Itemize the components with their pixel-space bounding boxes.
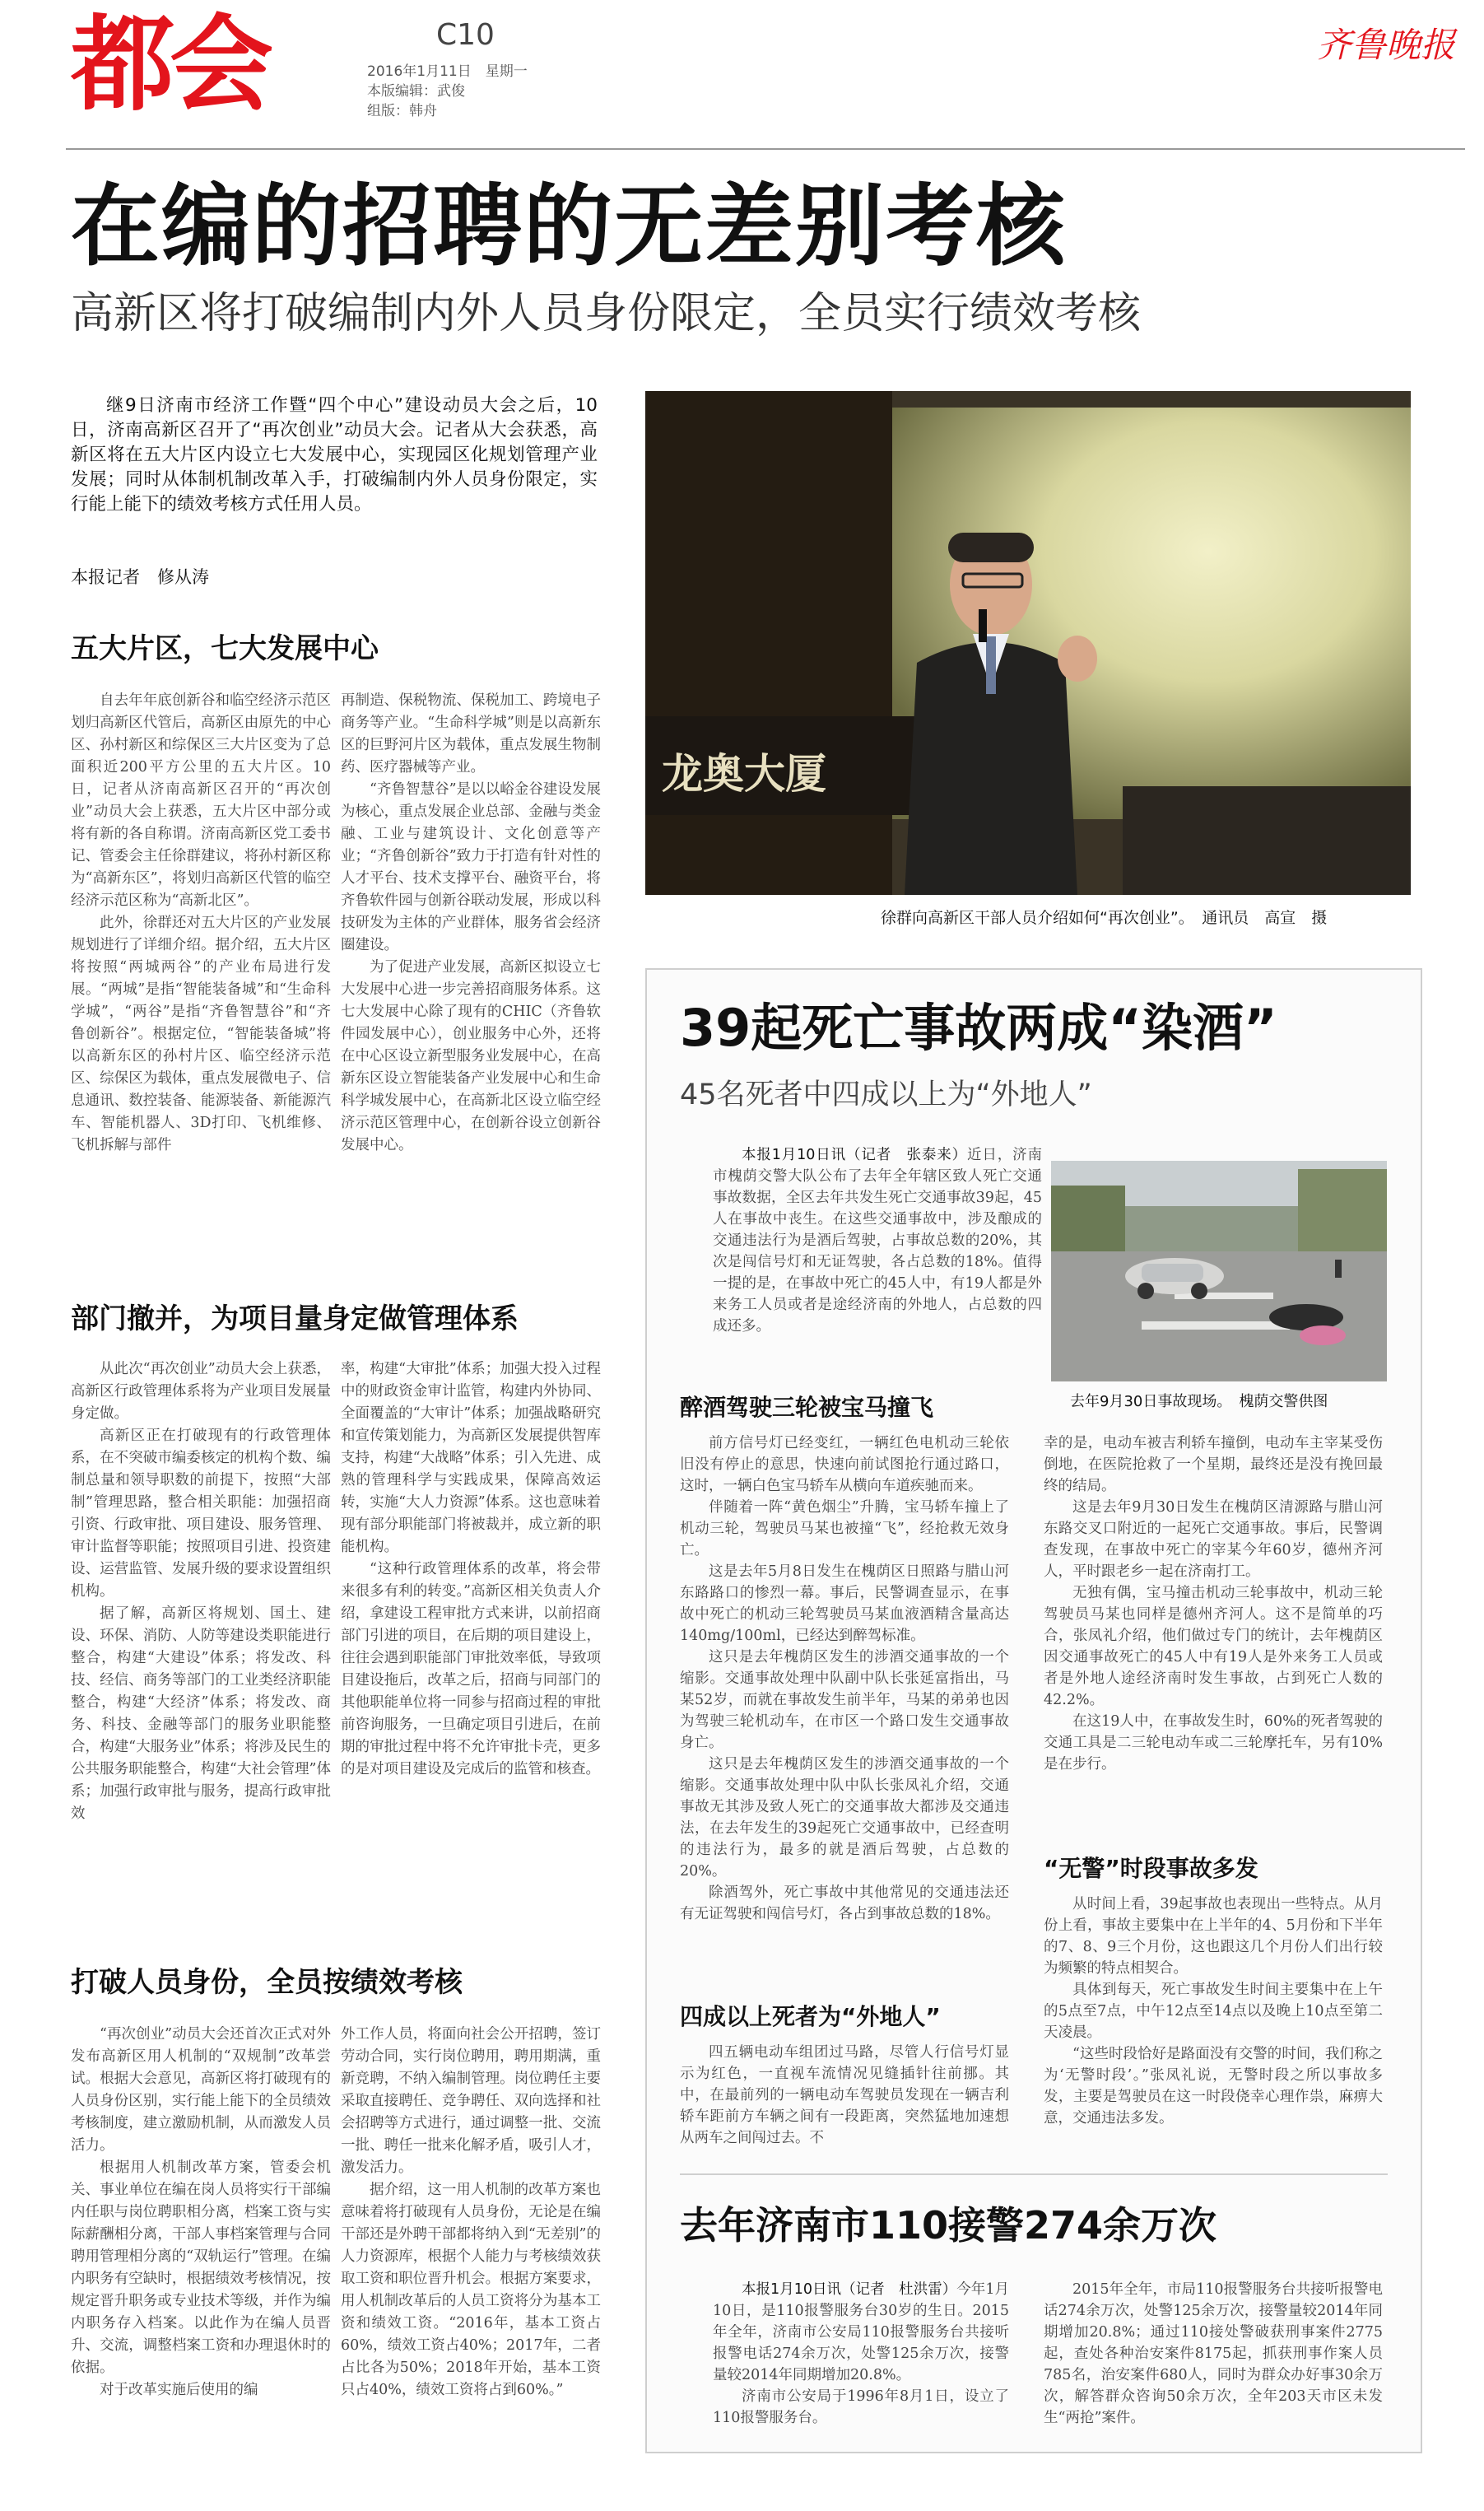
byline: 本报记者 修从涛 bbox=[71, 567, 209, 587]
box-headline-accidents: 39起死亡事故两成“染酒” bbox=[680, 998, 1277, 1058]
paragraph: 2015年全年，市局110报警服务台共接听报警电话274余万次，处警125余万次，接警量较2014年同期增加20.8%；通过110接处警破获刑事案件2775起，查处各种治安案件8175起，抓获刑事作案人员785名，治安案件680人，同时为群众办好事30余万次，解答群众咨询50余万次，全年203天市区未发生“两抢”案件。 bbox=[1044, 2281, 1383, 2426]
paragraph: 对于改革实施后使用的编 bbox=[100, 2382, 258, 2398]
dateline: 本报1月10日讯（记者 张泰来） bbox=[742, 1147, 968, 1163]
box-headline-110: 去年济南市110接警274余万次 bbox=[680, 2203, 1217, 2248]
layout-credit: 组版：韩舟 bbox=[367, 103, 437, 119]
paragraph: 外工作人员，将面向社会公开招聘，签订劳动合同，实行岗位聘用，聘用期满，重新竞聘，不纳入编制管理。岗位聘任主要采取直接聘任、竞争聘任、双向选择和社会招聘等方式进行，通过调整一批、交流一批、聘任一批来化解矛盾，吸引人才，激发活力。 bbox=[341, 2026, 601, 2176]
issue-date: 2016年1月11日 星期一 bbox=[367, 63, 528, 80]
outsiders-column bbox=[680, 2042, 1009, 2149]
lead-text: 今年1月10日，是110报警服务台30岁的生日。2015年全年，济南市公安局110报警服务台共接听报警电话274余万次，处警125余万次，接警量较2014年同期增加20.8%。 bbox=[713, 2281, 1009, 2383]
paragraph: 高新区正在打破现有的行政管理体系，在不突破市编委核定的机构个数、编制总量和领导职数的前提下，按照“大部制”管理思路，整合相关职能：加强招商引资、行政审批、项目建设、服务管理、审计监督等职能；按照项目引进、投资建设、运营监管、发展升级的要求设置组织机构。 bbox=[71, 1428, 331, 1600]
paragraph: 在这19人中，在事故发生时，60%的死者驾驶的交通工具是二三轮电动车或二三轮摩托车，另有10%是在步行。 bbox=[1044, 1713, 1383, 1773]
section-performance-column-2 bbox=[341, 2024, 601, 2402]
accident-photo bbox=[1051, 1161, 1387, 1381]
paragraph: 幸的是，电动车被吉利轿车撞倒，电动车主宰某受伤倒地，在医院抢救了一个星期，最终还是没有挽回最终的结局。 bbox=[1044, 1435, 1383, 1494]
outsiders-column-continued bbox=[1044, 1433, 1383, 1775]
accident-photo-caption: 去年9月30日事故现场。 槐荫交警供图 bbox=[1070, 1393, 1328, 1410]
paragraph: 据了解，高新区将规划、国土、建设、环保、消防、人防等建设类职能进行整合，构建“大建设”体系；将发改、科技、经信、商务等部门的工业类经济职能整合，构建“大经济”体系；将发改、商务、科技、金融等部门的服务业职能整合，构建“大服务业”体系；将涉及民生的公共服务职能整合，构建“大社会管理”体系；加强行政审批与服务，提高行政审批效 bbox=[71, 1605, 331, 1822]
paragraph: 这是去年9月30日发生在槐荫区清源路与腊山河东路交叉口附近的一起死亡交通事故。事后，民警调查发现，在事故中死亡的宰某今年60岁，德州齐河人，平时跟老乡一起在济南打工。 bbox=[1044, 1499, 1383, 1580]
subheading-outsiders: 四成以上死者为“外地人” bbox=[680, 2003, 941, 2030]
paragraph: “再次创业”动员大会还首次正式对外发布高新区用人机制的“双规制”改革尝试。根据大会意见，高新区将打破现有的人员身份区别，实行能上能下的全员绩效考核制度，建立激励机制，从而激发人员活力。 bbox=[71, 2026, 331, 2154]
paragraph: 具体到每天，死亡事故发生时间主要集中在上午的5点至7点，中午12点至14点以及晚上10点至第二天凌晨。 bbox=[1044, 1982, 1383, 2041]
section-performance-column-1 bbox=[71, 2024, 331, 2402]
paragraph: 除酒驾外，死亡事故中其他常见的交通违法还有无证驾驶和闯信号灯，各占到事故总数的18%。 bbox=[680, 1884, 1009, 1922]
paragraph: 这只是去年槐荫区发生的涉酒交通事故的一个缩影。交通事故处理中队中队长张凤礼介绍，交通事故无其涉及致人死亡的交通事故大都涉及交通违法，在去年发生的39起死亡交通事故中，已经查明的违法行为，最多的就是酒后驾驶，占总数的20%。 bbox=[680, 1756, 1009, 1880]
section-heading-five-areas: 五大片区，七大发展中心 bbox=[71, 632, 379, 665]
paragraph: “这种行政管理体系的改革，将会带来很多有利的转变。”高新区相关负责人介绍，拿建设工程审批方式来讲，以前招商部门引进的项目，在后期的项目建设上，往往会遇到职能部门审批效率低，导致项目建设拖后，改革之后，招商与同部门的其他职能单位将一同参与招商过程的审批前咨询服务，一旦确定项目引进后，在前期的审批过程中将不允许审批卡壳，更多的是对项目建设及完成后的监管和核查。 bbox=[341, 1561, 601, 1777]
paragraph: 从时间上看，39起事故也表现出一些特点。从月份上看，事故主要集中在上半年的4、5月份和下半年的7、8、9三个月份，这也跟这几个月份人们出行较为频繁的特点相契合。 bbox=[1044, 1896, 1383, 1977]
backdrop-text: 龙奥大厦 bbox=[662, 750, 826, 798]
lead-text: 近日，济南市槐荫交警大队公布了去年全年辖区致人死亡交通事故数据，全区去年共发生死亡交通事故39起，45人在事故中丧生。在这些交通事故中，涉及酿成的交通违法行为是酒后驾驶，占事故总数的20%，其次是闯信号灯和无证驾驶，各占总数的18%。值得一提的是，在事故中死亡的45人中，有19人都是外来务工人员或者是途经济南的外地人，占总数的四成还多。 bbox=[713, 1147, 1043, 1335]
speaker-photo-image bbox=[645, 391, 1411, 895]
paragraph: 从此次“再次创业”动员大会上获悉，高新区行政管理体系将为产业项目发展量身定做。 bbox=[71, 1361, 331, 1422]
section-five-areas-column-2 bbox=[341, 690, 601, 1157]
drunk-driving-column bbox=[680, 1433, 1009, 1925]
dateline: 本报1月10日讯（记者 杜洪雷） bbox=[742, 2281, 957, 2298]
paragraph: 据介绍，这一用人机制的改革方案也意味着将打破现有人员身份，无论是在编干部还是外聘干部都将纳入到“无差别”的人力资源库，根据个人能力与考核绩效获取工资和职位晋升机会。根据方案要求，用人机制改革后的人员工资将分为基本工资和绩效工资。“2016年，基本工资占60%，绩效工资占40%；2017年，二者占比各为50%；2018年开始，基本工资只占40%，绩效工资将占到60%。” bbox=[341, 2182, 601, 2398]
section-departments-column-1 bbox=[71, 1358, 331, 1825]
editor-credit: 本版编辑：武俊 bbox=[367, 83, 465, 100]
subheading-no-police-hours: “无警”时段事故多发 bbox=[1044, 1855, 1258, 1882]
section-heading-departments: 部门撤并，为项目量身定做管理体系 bbox=[71, 1302, 519, 1335]
newspaper-logo: 齐鲁晚报 bbox=[1317, 25, 1456, 65]
intro-paragraph: 继9日济南市经济工作暨“四个中心”建设动员大会之后，10日，济南高新区召开了“再次创业”动员大会。记者从大会获悉，高新区将在五大片区内设立七大发展中心，实现园区化规划管理产业发展；同时从体制机制改革入手，打破编制内外人员身份限定，实行能上能下的绩效考核方式任用人员。 bbox=[71, 395, 598, 515]
paragraph: 再制造、保税物流、保税加工、跨境电子商务等产业。“生命科学城”则是以高新东区的巨野河片区为载体，重点发展生物制药、医疗器械等产业。 bbox=[341, 692, 601, 776]
paragraph: 伴随着一阵“黄色烟尘”升腾，宝马轿车撞上了机动三轮，驾驶员马某也被撞“飞”，经抢救无效身亡。 bbox=[680, 1499, 1009, 1558]
paragraph: 率，构建“大审批”体系；加强大投入过程中的财政资金审计监管，构建内外协同、全面覆盖的“大审计”体系；加强战略研究和宣传策划能力，为高新区发展提供智库支持，构建“大战略”体系；引入先进、成熟的管理科学与实践成果，保障高效运转，实施“大人力资源”体系。这也意味着现有部分职能部门将被裁并，成立新的职能机构。 bbox=[341, 1361, 601, 1555]
paragraph: 此外，徐群还对五大片区的产业发展规划进行了详细介绍。据介绍，五大片区将按照“两城两谷”的产业布局进行发展。“两城”是指“智能装备城”和“生命科学城”，“两谷”是指“齐鲁智慧谷”和“齐鲁创新谷”。根据定位，“智能装备城”将以高新东区的孙村片区、临空经济示范区、综保区为载体，重点发展微电子、信息通讯、数控装备、能源装备、新能源汽车、智能机器人、3D打印、飞机维修、飞机拆解与部件 bbox=[71, 915, 331, 1153]
masthead-divider bbox=[66, 148, 1465, 150]
subheading-drunk-driving: 醉酒驾驶三轮被宝马撞飞 bbox=[680, 1394, 934, 1421]
main-subheadline: 高新区将打破编制内外人员身份限定，全员实行绩效考核 bbox=[71, 289, 1142, 338]
page-number: C10 bbox=[436, 18, 495, 52]
paragraph: 根据用人机制改革方案，管委会机关、事业单位在编在岗人员将实行干部编内任职与岗位聘职相分离，档案工资与实际薪酬相分离，干部人事档案管理与合同聘用管理相分离的“双轨运行”管理。在编内职务有空缺时，根据绩效考核情况，按规定晋升职务或专业技术等级，并作为编内职务存入档案。以此作为在编人员晋升、交流，调整档案工资和办理退休时的依据。 bbox=[71, 2159, 331, 2376]
hotline-column-2 bbox=[1044, 2279, 1383, 2429]
section-departments-column-2 bbox=[341, 1358, 601, 1781]
paragraph: “这些时段恰好是路面没有交警的时间，我们称之为‘无警时段’。”张凤礼说，无警时段之所以事故多发，主要是驾驶员在这一时段侥幸心理作祟，麻痹大意，交通违法多发。 bbox=[1044, 2046, 1383, 2127]
paragraph: 这是去年5月8日发生在槐荫区日照路与腊山河东路路口的惨烈一幕。事后，民警调查显示，在事故中死亡的机动三轮驾驶员马某血液酒精含量高达140mg/100ml，已经达到醉驾标准。 bbox=[680, 1563, 1009, 1644]
box-divider bbox=[680, 2173, 1388, 2175]
speaker-photo-caption: 徐群向高新区干部人员介绍如何“再次创业”。 通讯员 高宣 摄 bbox=[881, 909, 1328, 927]
hotline-column-1 bbox=[713, 2279, 1009, 2429]
paragraph: 为了促进产业发展，高新区拟设立七大发展中心进一步完善招商服务体系。这七大发展中心除了现有的CHIC（齐鲁软件园发展中心），创业服务中心外，还将在中心区设立新型服务业发展中心，在高新东区设立智能装备产业发展中心和生命科学城发展中心，在高新北区设立临空经济示范区管理中心，在创新谷设立创新谷发展中心。 bbox=[341, 959, 601, 1153]
paragraph: 四五辆电动车组团过马路，尽管人行信号灯显示为红色，一直视车流情况见缝插针往前挪。其中，在最前列的一辆电动车驾驶员发现在一辆吉利轿车距前方车辆之间有一段距离，突然猛地加速想从两车之间闯过去。不 bbox=[680, 2044, 1009, 2146]
accident-lead-paragraph bbox=[713, 1144, 1042, 1337]
paragraph: 前方信号灯已经变红，一辆红色电机动三轮依旧没有停止的意思，快速向前试图抢行通过路口，这时，一辆白色宝马轿车从横向车道疾驰而来。 bbox=[680, 1435, 1009, 1494]
box-subheadline-accidents: 45名死者中四成以上为“外地人” bbox=[680, 1078, 1092, 1111]
paragraph: 这只是去年槐荫区发生的涉酒交通事故的一个缩影。交通事故处理中队副中队长张延富指出，马某52岁，而就在事故发生前半年，马某的弟弟也因为驾驶三轮机动车，在市区一个路口发生交通事故身亡。 bbox=[680, 1649, 1009, 1751]
main-headline: 在编的招聘的无差别考核 bbox=[71, 175, 1068, 278]
paragraph: “齐鲁智慧谷”是以以峪金谷建设发展为核心，重点发展企业总部、金融与类金融、工业与建筑设计、文化创意等产业；“齐鲁创新谷”致力于打造有针对性的人才平台、技术支撑平台、融资平台，将齐鲁软件园与创新谷联动发展，形成以科技研发为主体的产业群体，服务省会经济圈建设。 bbox=[341, 781, 601, 953]
paragraph: 无独有偶，宝马撞击机动三轮事故中，机动三轮驾驶员马某也同样是德州齐河人。这不是简单的巧合，张凤礼介绍，他们做过专门的统计，去年槐荫区因交通事故死亡的45人中有19人是外来务工人员或者是外地人途经济南时发生事故，占到死亡人数的42.2%。 bbox=[1044, 1585, 1383, 1708]
speaker-photo bbox=[645, 391, 1411, 895]
section-title: 都会 bbox=[71, 4, 268, 125]
section-five-areas-column-1 bbox=[71, 690, 331, 1157]
no-police-hours-column bbox=[1044, 1894, 1383, 2129]
section-heading-performance: 打破人员身份，全员按绩效考核 bbox=[71, 1966, 463, 1999]
paragraph: 济南市公安局于1996年8月1日，设立了110报警服务台。 bbox=[713, 2388, 1009, 2426]
paragraph: 自去年年底创新谷和临空经济示范区划归高新区代管后，高新区由原先的中心区、孙村新区和综保区三大片区变为了总面积近200平方公里的五大片区。10日，记者从济南高新区召开的“再次创业”动员大会上获悉，五大片区中部分或将有新的各自称谓。济南高新区党工委书记、管委会主任徐群建议，将孙村新区称为“高新东区”，将划归高新区代管的临空经济示范区称为“高新北区”。 bbox=[71, 692, 331, 909]
accident-photo-image bbox=[1051, 1161, 1387, 1381]
